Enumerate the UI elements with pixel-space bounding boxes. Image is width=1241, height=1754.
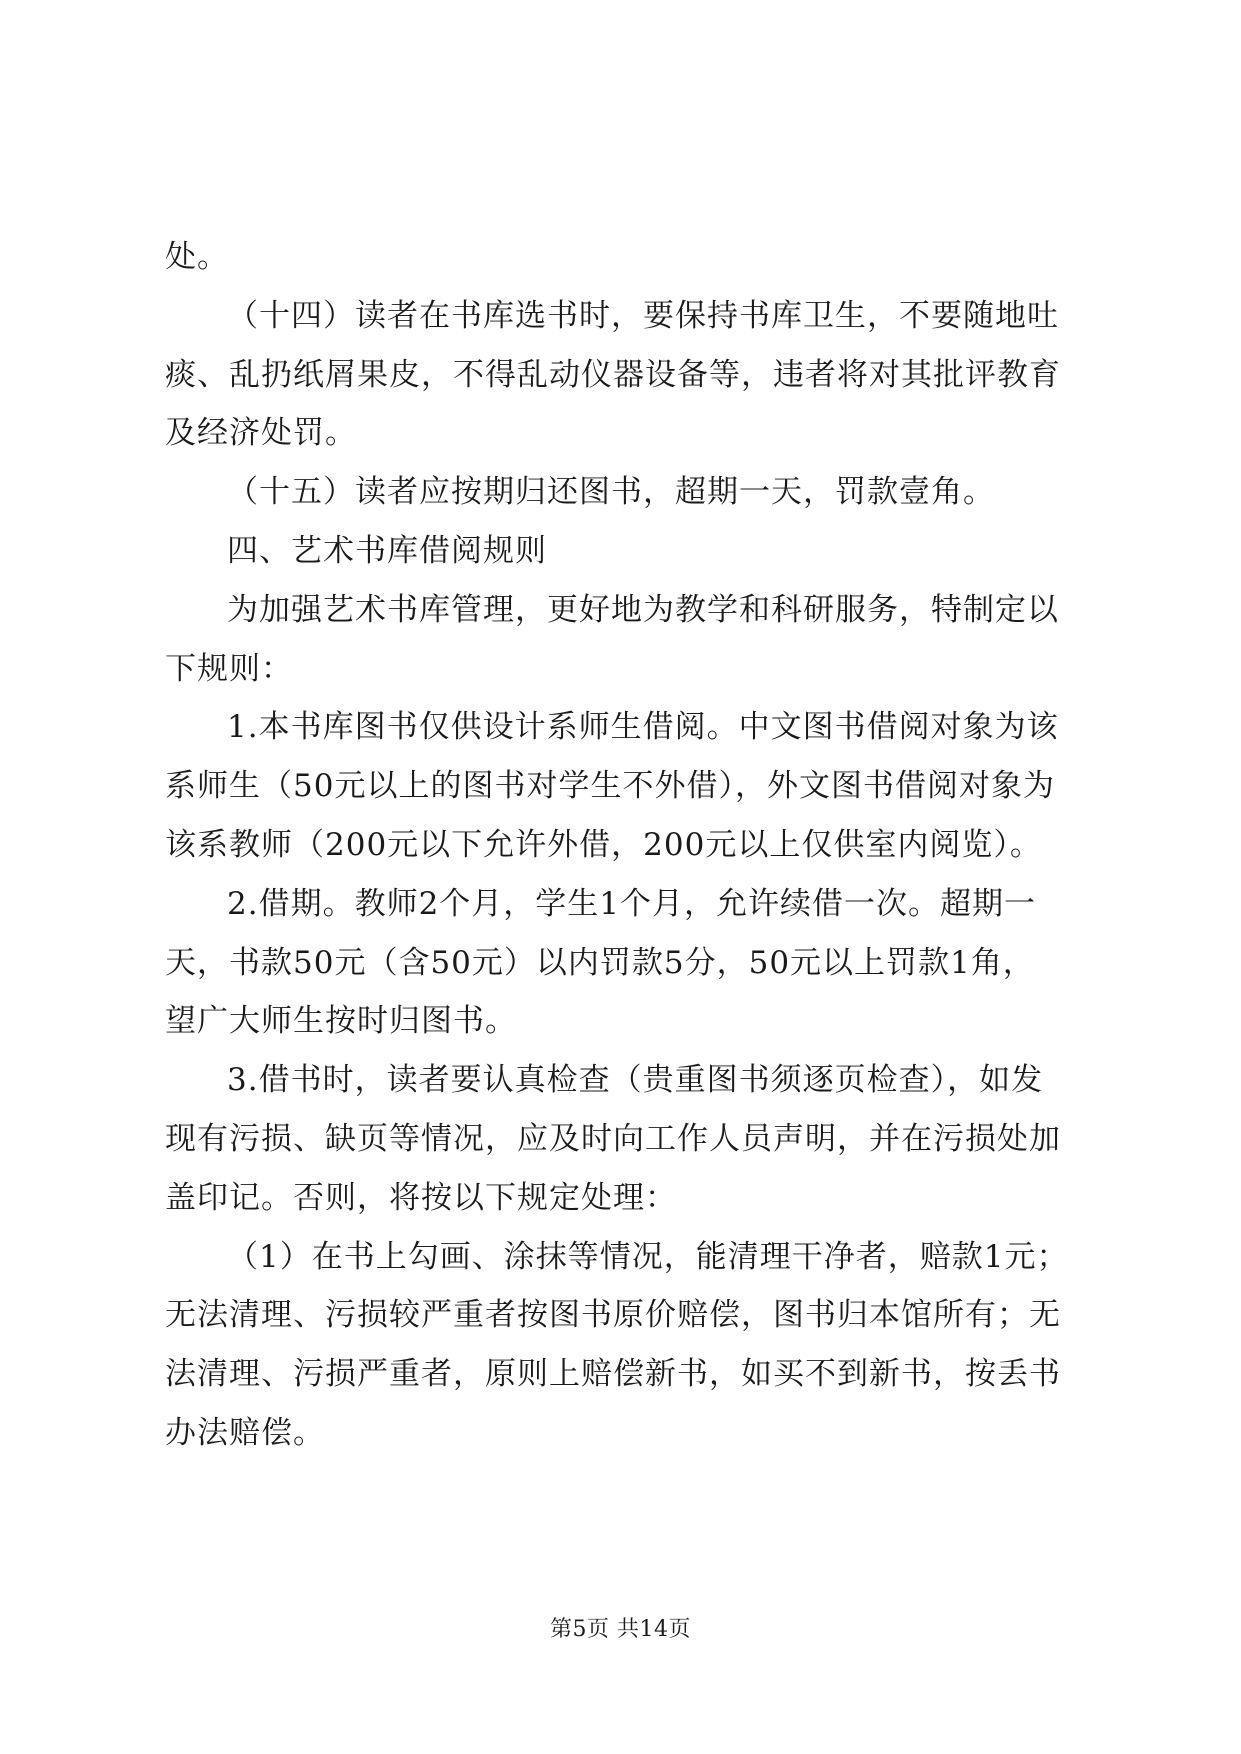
text-line: 法清理、污损严重者，原则上赔偿新书，如买不到新书，按丢书 — [165, 1356, 1061, 1393]
text-line: 天，书款50元（含50元）以内罚款5分，50元以上罚款1角， — [165, 944, 1035, 981]
page-number-footer: 第5页 共14页 — [550, 1617, 691, 1642]
section-heading: 四、艺术书库借阅规则 — [227, 532, 547, 569]
text-line: 系师生（50元以上的图书对学生不外借），外文图书借阅对象为 — [165, 768, 1055, 805]
text-line: 该系教师（200元以下允许外借，200元以上仅供室内阅览）。 — [165, 826, 1042, 863]
text-line: 痰、乱扔纸屑果皮，不得乱动仪器设备等，违者将对其批评教育 — [165, 356, 1061, 393]
document-body — [165, 228, 1085, 1463]
text-line: 现有污损、缺页等情况，应及时向工作人员声明，并在污损处加 — [165, 1120, 1061, 1157]
text-line: 办法赔偿。 — [165, 1414, 325, 1451]
text-line: 为加强艺术书库管理，更好地为教学和科研服务，特制定以 — [227, 591, 1059, 628]
text-line: （1）在书上勾画、涂抹等情况，能清理干净者，赔款1元； — [227, 1238, 1069, 1275]
text-line: 3.借书时，读者要认真检查（贵重图书须逐页检查），如发 — [227, 1062, 1044, 1099]
text-line: 盖印记。否则，将按以下规定处理： — [165, 1179, 677, 1216]
text-line: 及经济处罚。 — [165, 415, 357, 452]
text-line: （十五）读者应按期归还图书，超期一天，罚款壹角。 — [227, 474, 995, 511]
text-line: 处。 — [165, 239, 229, 275]
text-line: （十四）读者在书库选书时，要保持书库卫生，不要随地吐 — [227, 297, 1059, 334]
text-line: 无法清理、污损较严重者按图书原价赔偿，图书归本馆所有；无 — [165, 1297, 1061, 1334]
text-line: 1.本书库图书仅供设计系师生借阅。中文图书借阅对象为该 — [227, 709, 1059, 746]
text-line: 望广大师生按时归图书。 — [165, 1003, 517, 1040]
text-line: 下规则： — [165, 650, 293, 687]
text-line: 2.借期。教师2个月，学生1个月，允许续借一次。超期一 — [227, 885, 1037, 922]
